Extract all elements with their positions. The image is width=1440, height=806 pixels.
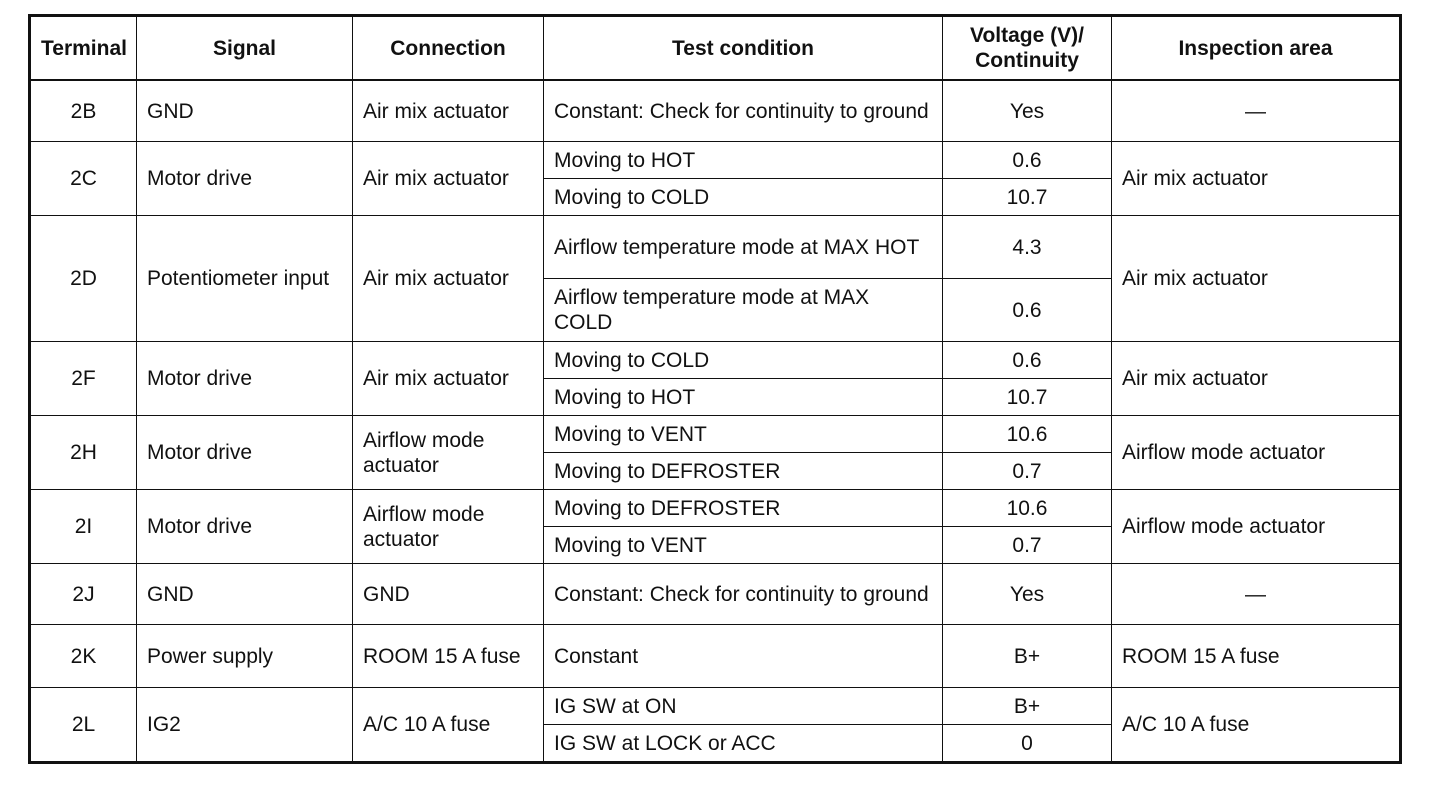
connection-cell: Airflow mode actuator (353, 490, 544, 564)
terminal-inspection-table (28, 14, 1402, 764)
voltage-cell: 0.6 (943, 342, 1112, 379)
header-signal: Signal (137, 16, 353, 81)
test-condition-cell: Constant: Check for continuity to ground (544, 80, 943, 142)
signal-cell: Potentiometer input (137, 216, 353, 342)
test-condition-cell: Moving to HOT (544, 142, 943, 179)
test-condition-cell: Moving to COLD (544, 342, 943, 379)
connection-cell: Airflow mode actuator (353, 416, 544, 490)
connection-cell: Air mix actuator (353, 342, 544, 416)
voltage-cell: Yes (943, 564, 1112, 625)
header-inspection-area: Inspection area (1112, 16, 1401, 81)
inspection-area-cell: Air mix actuator (1112, 216, 1401, 342)
signal-cell: IG2 (137, 688, 353, 763)
voltage-cell: 10.7 (943, 179, 1112, 216)
table-row (30, 142, 1401, 179)
terminal-cell: 2C (30, 142, 137, 216)
terminal-cell: 2L (30, 688, 137, 763)
voltage-cell: 0.7 (943, 527, 1112, 564)
terminal-cell: 2D (30, 216, 137, 342)
test-condition-cell: IG SW at ON (544, 688, 943, 725)
terminal-cell: 2J (30, 564, 137, 625)
connection-cell: Air mix actuator (353, 216, 544, 342)
table-row (30, 216, 1401, 279)
header-test-condition: Test condition (544, 16, 943, 81)
inspection-area-cell: ROOM 15 A fuse (1112, 625, 1401, 688)
terminal-cell: 2B (30, 80, 137, 142)
signal-cell: GND (137, 80, 353, 142)
table-row (30, 688, 1401, 725)
inspection-area-cell: — (1112, 80, 1401, 142)
inspection-area-cell: A/C 10 A fuse (1112, 688, 1401, 763)
test-condition-cell: Airflow temperature mode at MAX HOT (544, 216, 943, 279)
table-row (30, 80, 1401, 142)
inspection-area-cell: Air mix actuator (1112, 342, 1401, 416)
terminal-cell: 2F (30, 342, 137, 416)
test-condition-cell: Constant: Check for continuity to ground (544, 564, 943, 625)
header-voltage: Voltage (V)/ Continuity (943, 16, 1112, 81)
voltage-cell: 10.7 (943, 379, 1112, 416)
signal-cell: GND (137, 564, 353, 625)
signal-cell: Motor drive (137, 342, 353, 416)
voltage-cell: 10.6 (943, 490, 1112, 527)
connection-cell: GND (353, 564, 544, 625)
voltage-cell: 0.6 (943, 279, 1112, 342)
header-connection: Connection (353, 16, 544, 81)
connection-cell: A/C 10 A fuse (353, 688, 544, 763)
signal-cell: Motor drive (137, 490, 353, 564)
voltage-cell: B+ (943, 688, 1112, 725)
test-condition-cell: Airflow temperature mode at MAX COLD (544, 279, 943, 342)
voltage-cell: B+ (943, 625, 1112, 688)
connection-cell: Air mix actuator (353, 80, 544, 142)
voltage-cell: 10.6 (943, 416, 1112, 453)
inspection-area-cell: Airflow mode actuator (1112, 416, 1401, 490)
voltage-cell: 0.7 (943, 453, 1112, 490)
signal-cell: Power supply (137, 625, 353, 688)
test-condition-cell: IG SW at LOCK or ACC (544, 725, 943, 763)
table-row (30, 416, 1401, 453)
inspection-area-cell: — (1112, 564, 1401, 625)
table-row (30, 564, 1401, 625)
voltage-cell: Yes (943, 80, 1112, 142)
connection-cell: ROOM 15 A fuse (353, 625, 544, 688)
header-row (30, 16, 1401, 81)
table-row (30, 625, 1401, 688)
test-condition-cell: Moving to DEFROSTER (544, 490, 943, 527)
inspection-area-cell: Air mix actuator (1112, 142, 1401, 216)
test-condition-cell: Moving to VENT (544, 416, 943, 453)
table-row (30, 342, 1401, 379)
table-row (30, 490, 1401, 527)
voltage-cell: 4.3 (943, 216, 1112, 279)
signal-cell: Motor drive (137, 142, 353, 216)
terminal-cell: 2I (30, 490, 137, 564)
test-condition-cell: Constant (544, 625, 943, 688)
test-condition-cell: Moving to HOT (544, 379, 943, 416)
test-condition-cell: Moving to VENT (544, 527, 943, 564)
test-condition-cell: Moving to DEFROSTER (544, 453, 943, 490)
voltage-cell: 0 (943, 725, 1112, 763)
inspection-area-cell: Airflow mode actuator (1112, 490, 1401, 564)
test-condition-cell: Moving to COLD (544, 179, 943, 216)
connection-cell: Air mix actuator (353, 142, 544, 216)
terminal-cell: 2H (30, 416, 137, 490)
terminal-cell: 2K (30, 625, 137, 688)
voltage-cell: 0.6 (943, 142, 1112, 179)
header-terminal: Terminal (30, 16, 137, 81)
signal-cell: Motor drive (137, 416, 353, 490)
